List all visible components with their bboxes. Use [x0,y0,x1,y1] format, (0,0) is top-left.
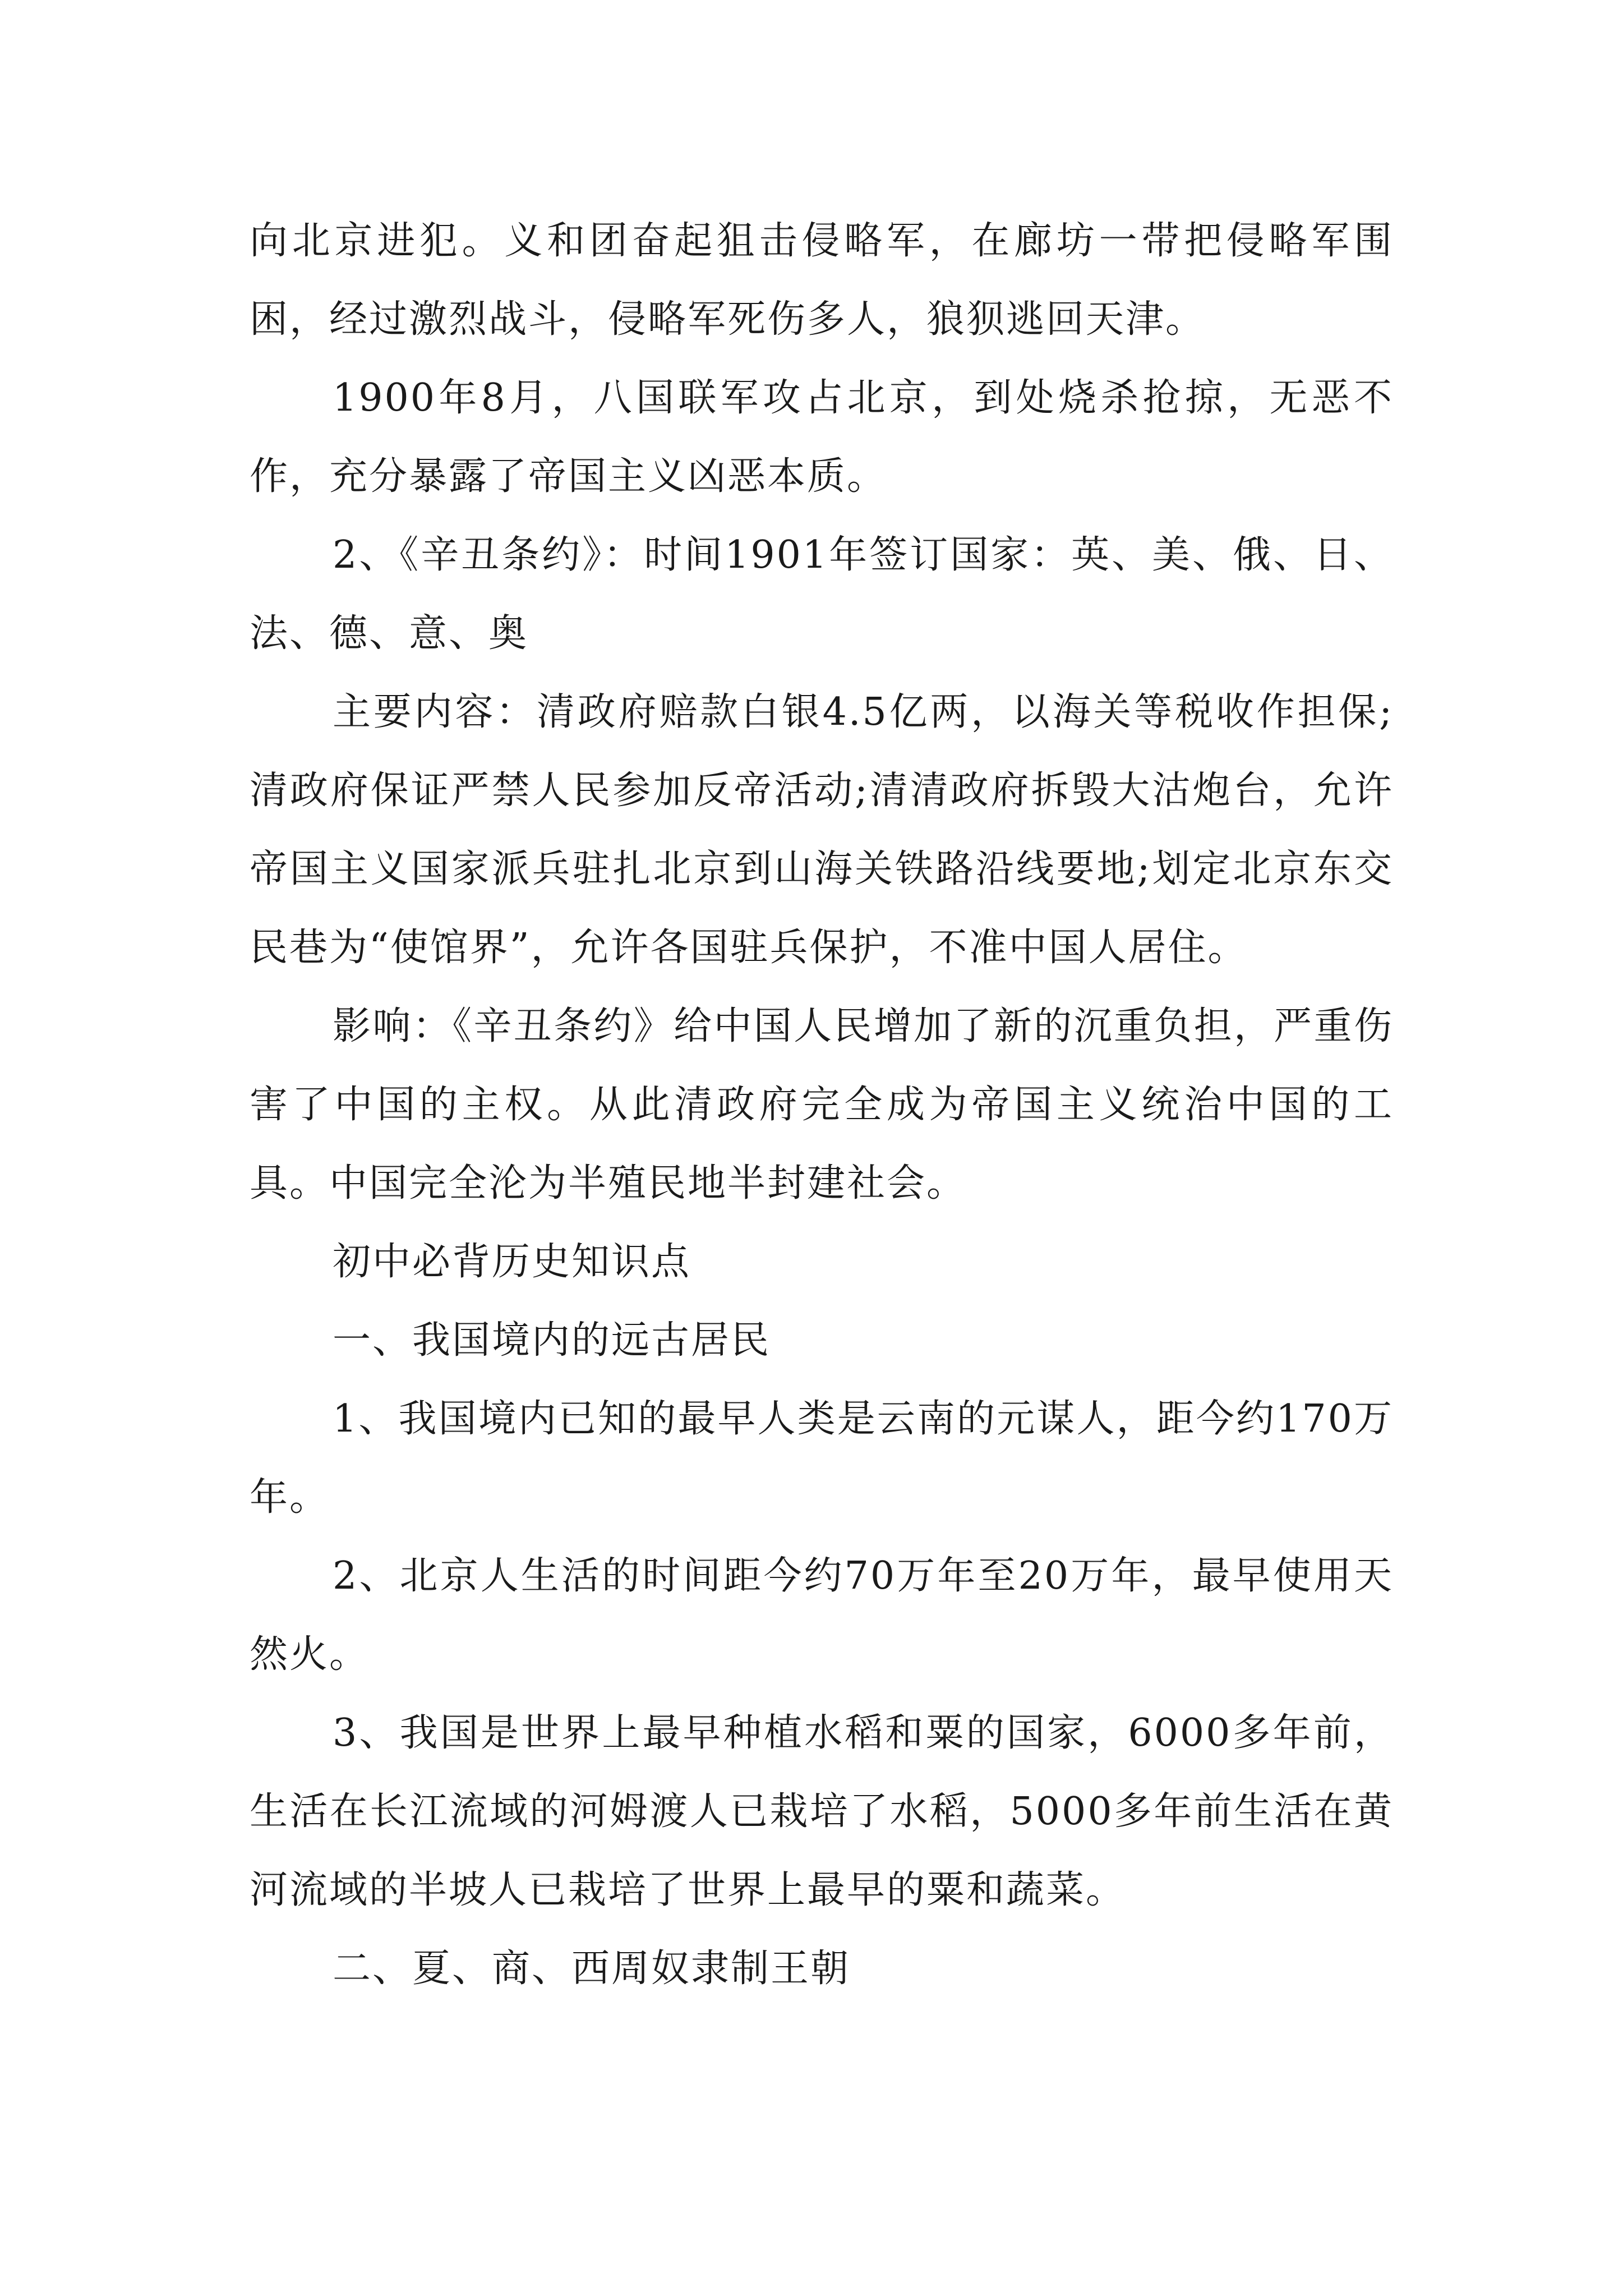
body-text [250,202,1394,2008]
list-item-yuanmou: 1、我国境内已知的最早人类是云南的元谋人，距今约170万年。 [250,1397,1394,1520]
paragraph-continuation: 向北京进犯。义和团奋起狙击侵略军，在廊坊一带把侵略军围困，经过激烈战斗，侵略军死伤多人，狼狈逃回天津。 [250,219,1394,342]
paragraph-influence: 影响：《辛丑条约》给中国人民增加了新的沉重负担，严重伤害了中国的主权。从此清政府完全成为帝国主义统治中国的工具。中国完全沦为半殖民地半封建社会。 [250,1004,1394,1205]
paragraph-xinchou-treaty: 2、《辛丑条约》：时间1901年签订国家：英、美、俄、日、法、德、意、奥 [250,533,1394,656]
subsection-heading-ancient-residents: 一、我国境内的远古居民 [333,1318,771,1363]
paragraph-1900-beijing: 1900年8月，八国联军攻占北京，到处烧杀抢掠，无恶不作，充分暴露了帝国主义凶恶本质。 [250,376,1394,499]
subsection-heading-dynasties: 二、夏、商、西周奴隶制王朝 [333,1947,851,1991]
paragraph-main-content: 主要内容：清政府赔款白银4.5亿两，以海关等税收作担保;清政府保证严禁人民参加反帝活动;清清政府拆毁大沽炮台，允许帝国主义国家派兵驻扎北京到山海关铁路沿线要地;划定北京东交民巷为“使馆界”，允许各国驻兵保护，不准中国人居住。 [250,690,1394,970]
list-item-peking-man: 2、北京人生活的时间距今约70万年至20万年，最早使用天然火。 [250,1554,1394,1677]
section-heading: 初中必背历史知识点 [333,1240,691,1284]
list-item-rice-millet: 3、我国是世界上最早种植水稻和粟的国家，6000多年前，生活在长江流域的河姆渡人已栽培了水稻，5000多年前生活在黄河流域的半坡人已栽培了世界上最早的粟和蔬菜。 [250,1711,1394,1912]
